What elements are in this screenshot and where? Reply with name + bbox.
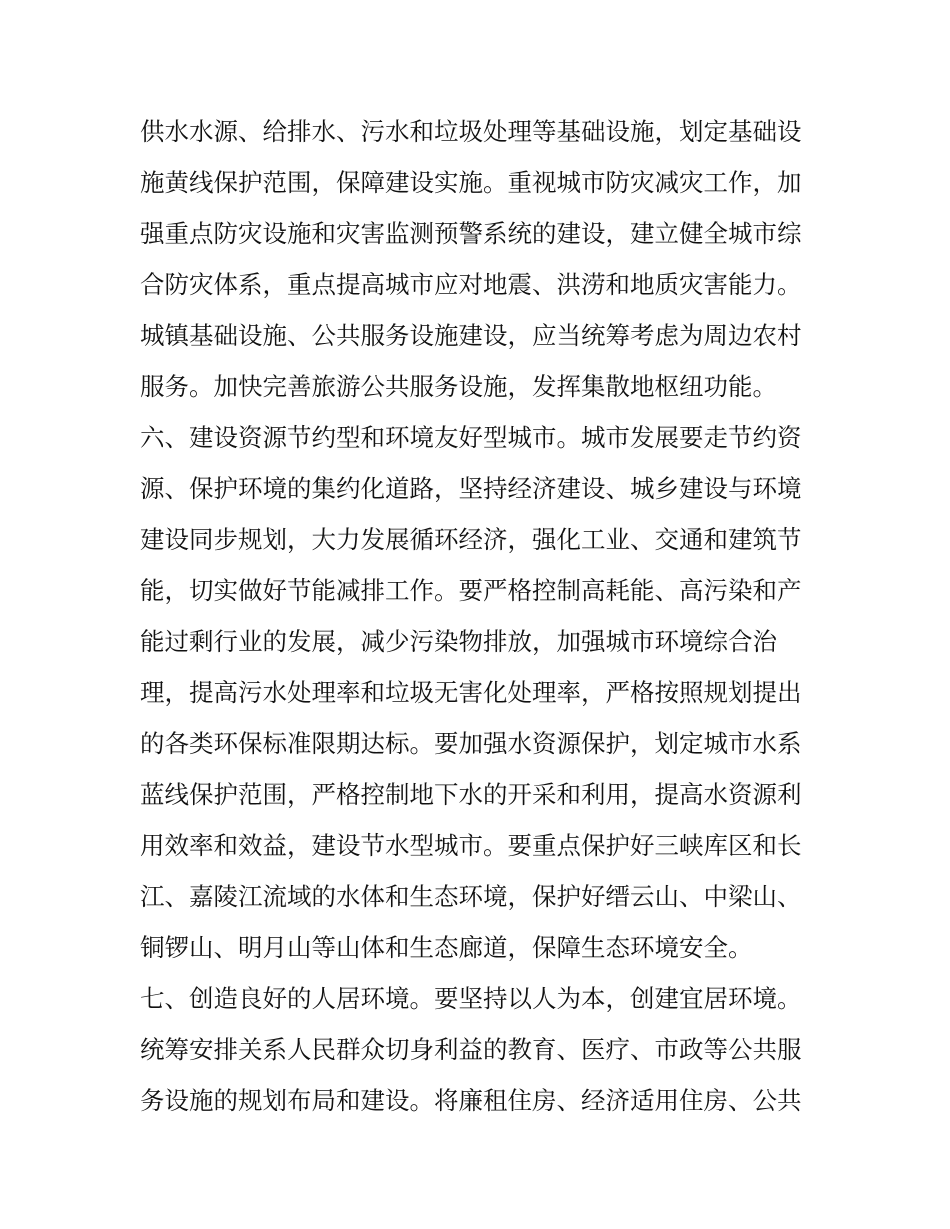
text-line: 用效率和效益，建设节水型城市。要重点保护好三峡库区和长 xyxy=(140,831,802,860)
body-text xyxy=(140,106,820,1126)
text-line: 源、保护环境的集约化道路，坚持经济建设、城乡建设与环境 xyxy=(140,474,802,503)
text-line: 服务。加快完善旅游公共服务设施，发挥集散地枢纽功能。 xyxy=(140,372,777,401)
text-line: 城镇基础设施、公共服务设施建设，应当统筹考虑为周边农村 xyxy=(140,321,802,350)
text-line: 建设同步规划，大力发展循环经济，强化工业、交通和建筑节 xyxy=(140,525,802,554)
text-line: 理，提高污水处理率和垃圾无害化处理率，严格按照规划提出 xyxy=(140,678,802,707)
section-heading-line: 六、建设资源节约型和环境友好型城市。城市发展要走节约资 xyxy=(140,423,802,452)
text-line: 蓝线保护范围，严格控制地下水的开采和利用，提高水资源利 xyxy=(140,780,802,809)
text-line: 强重点防灾设施和灾害监测预警系统的建设，建立健全城市综 xyxy=(140,219,802,248)
text-line: 能过剩行业的发展，减少污染物排放，加强城市环境综合治 xyxy=(140,627,777,656)
text-line: 合防灾体系，重点提高城市应对地震、洪涝和地质灾害能力。 xyxy=(140,270,802,299)
text-line: 的各类环保标准限期达标。要加强水资源保护，划定城市水系 xyxy=(140,729,802,758)
text-line: 铜锣山、明月山等山体和生态廊道，保障生态环境安全。 xyxy=(140,933,753,962)
text-line: 务设施的规划布局和建设。将廉租住房、经济适用住房、公共 xyxy=(140,1086,802,1115)
section-heading-line: 七、创造良好的人居环境。要坚持以人为本，创建宜居环境。 xyxy=(140,984,802,1013)
text-line: 供水水源、给排水、污水和垃圾处理等基础设施，划定基础设 xyxy=(140,117,802,146)
text-line: 统筹安排关系人民群众切身利益的教育、医疗、市政等公共服 xyxy=(140,1035,802,1064)
text-line: 江、嘉陵江流域的水体和生态环境，保护好缙云山、中梁山、 xyxy=(140,882,802,911)
text-line: 能，切实做好节能减排工作。要严格控制高耗能、高污染和产 xyxy=(140,576,802,605)
text-line: 施黄线保护范围，保障建设实施。重视城市防灾减灾工作，加 xyxy=(140,168,802,197)
